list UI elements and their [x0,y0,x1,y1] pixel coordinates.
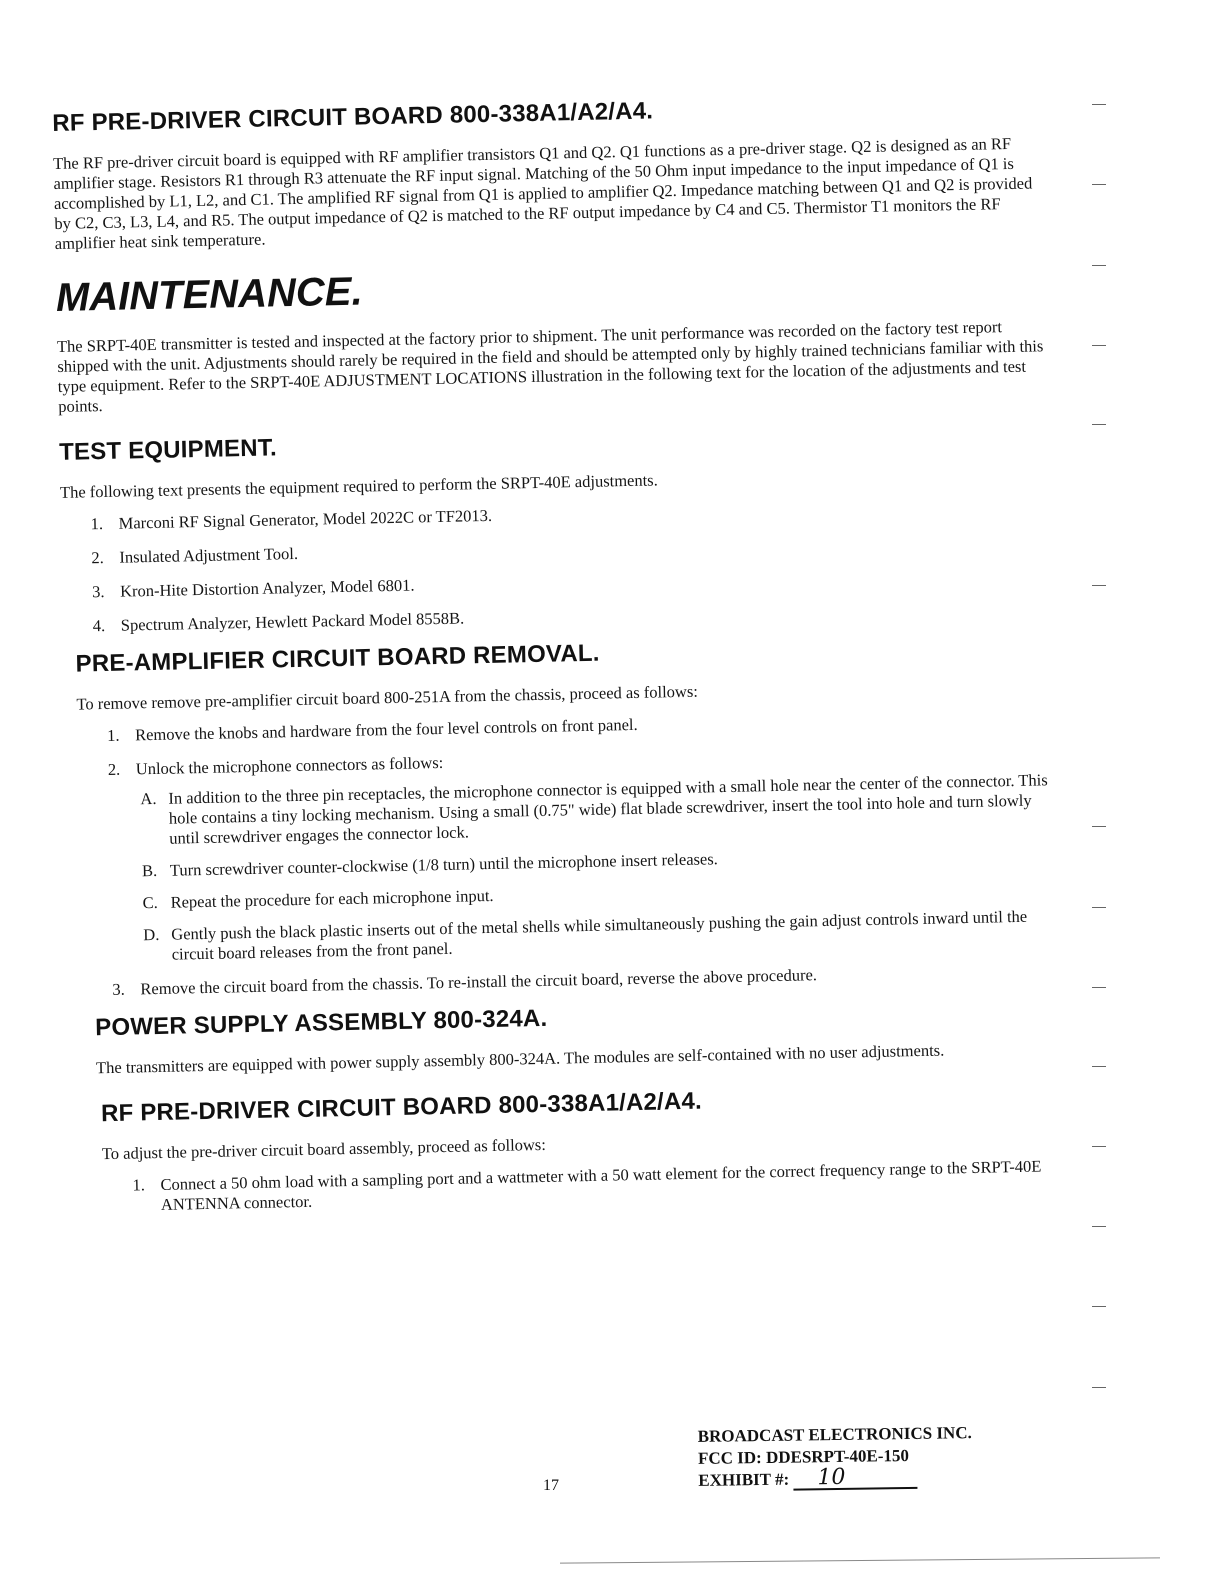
fcc-exhibit-stamp [698,1422,973,1492]
list-item: 1. Marconi RF Signal Generator, Model 2022C or TF2013. [90,505,493,534]
list-item: 2. Insulated Adjustment Tool. [91,543,299,568]
page-content [52,89,1065,1230]
company-name: BROADCAST ELECTRONICS INC. [697,1423,972,1446]
scan-margin-mark [1092,345,1106,346]
test-equipment-intro: The following text presents the equipment required to perform the SRPT-40E adjustments. [59,470,658,502]
scan-margin-mark [1092,104,1106,105]
scan-margin-mark [1092,1066,1106,1067]
list-item: 1. Connect a 50 ohm load with a sampling port and a wattmeter with a 50 watt element for the correct frequency range to the SRPT-40E ANTENNA connector. [132,1156,1042,1214]
microphone-unlock-substeps [136,770,1059,965]
section-heading-power-supply: POWER SUPPLY ASSEMBLY 800-324A. [94,1004,548,1042]
scan-margin-mark [1092,826,1106,827]
list-item: B. Turn screwdriver counter-clockwise (1/8 turn) until the microphone insert releases. [141,849,719,881]
scan-margin-mark [1092,184,1106,185]
test-equipment-list [60,494,1052,637]
preamp-removal-block [64,674,1060,1001]
scan-margin-mark [1092,987,1106,988]
section-heading-rf-pre-driver: RF PRE-DRIVER CIRCUIT BOARD 800-338A1/A2/A4. [52,97,654,137]
fcc-id: FCC ID: DDESRPT-40E-150 [697,1445,910,1468]
list-item: 3. Remove the circuit board from the chassis. To re-install the circuit board, reverse the above procedure. [112,965,818,999]
list-item: 4. Spectrum Analyzer, Hewlett Packard Model 8558B. [92,608,465,636]
exhibit-number: 10 [793,1467,917,1491]
rf-adjust-block [73,1080,1065,1217]
exhibit-line [698,1466,972,1492]
list-item: 2. Unlock the microphone connectors as follows: A. In addition to the three pin receptacles, the microphone connector is equipped with a small hole near the center of the connector. This hole contains a tiny locking mechanism. Using a small (0.75" wide) flat blade screwdriver, insert the tool into hole and turn slowly until screwdriver engages the connector lock. B. Turn screwdriver counter-clockwise (1/8 turn) until the microphone insert releases. C. Repeat the procedure for each microphone input. D. Gently push the black plastic inserts out of the metal shells while simultaneously pushing the gain adjust controls inward until the circuit board releases from the front panel. [78,740,1060,966]
list-item: A. In addition to the three pin receptacles, the microphone connector is equipped with a small hole near the center of the connector. This hole contains a tiny locking mechanism. Using a small (0.75" wide) flat blade screwdriver, insert the tool into hole and turn slowly until screwdriver engages the connector lock. [140,770,1048,848]
preamp-removal-intro: To remove remove pre-amplifier circuit board 800-251A from the chassis, proceed as follows: [76,681,699,714]
maintenance-heading: MAINTENANCE. [55,269,364,320]
scan-margin-mark [1092,907,1106,908]
scan-margin-mark [1092,1146,1106,1147]
exhibit-label: EXHIBIT #: [698,1469,790,1490]
maintenance-description: The SRPT-40E transmitter is tested and inspected at the factory prior to shipment. The unit performance was recorded on the factory test report shipped with the unit. Adjustments should rarely be required in the field and should be attempted only by highly trained technicians familiar with this type equipment. Refer to the SRPT-40E ADJUSTMENT LOCATIONS illustration in the following text for the location of the adjustments and test points. [56,317,1044,416]
rf-pre-driver-description: The RF pre-driver circuit board is equipped with RF amplifier transistors Q1 and Q2. Q1 functions as a pre-driver stage. Q2 is designed as an RF amplifier stage. Resistors R1 through R3 attenuate the RF input signal. Matching of the 50 Ohm input impedance to the input impedance of Q1 is accomplished by L1, L2, and C1. The amplified RF signal from Q1 is applied to amplifier Q2. Impedance matching between Q1 and Q2 is provided by C2, C3, L3, L4, and R5. The output impedance of Q2 is matched to the RF output impedance by C4 and C5. Thermistor T1 monitors the RF amplifier heat sink temperature. [52,133,1033,253]
scan-margin-mark [1092,585,1106,586]
list-item: C. Repeat the procedure for each microphone input. [142,885,494,913]
section-heading-rf-adjust: RF PRE-DRIVER CIRCUIT BOARD 800-338A1/A2/A4. [100,1087,703,1128]
scan-margin-mark [1092,1306,1106,1307]
bottom-rule [560,1557,1160,1563]
section-heading-preamp-removal: PRE-AMPLIFIER CIRCUIT BOARD REMOVAL. [75,639,600,678]
list-item: D. Gently push the black plastic inserts out of the metal shells while simultaneously pushing the gain adjust controls inward until the circuit board releases from the front panel. [143,906,1028,964]
list-item: 1. Remove the knobs and hardware from the four level controls on front panel. [106,714,638,745]
list-item: 3. Kron-Hite Distortion Analyzer, Model 6801. [91,575,415,602]
rf-adjust-steps [102,1156,1065,1216]
scan-margin-mark [1092,265,1106,266]
scan-margin-mark [1092,1387,1106,1388]
power-supply-block [71,994,1062,1079]
preamp-removal-steps [77,706,1061,1000]
scan-margin-mark [1092,424,1106,425]
page-number: 17 [543,1477,559,1494]
power-supply-description: The transmitters are equipped with power supply assembly 800-324A. The modules are self-contained with no user adjustments. [95,1040,945,1078]
rf-adjust-intro: To adjust the pre-driver circuit board assembly, proceed as follows: [101,1134,547,1164]
section-heading-test-equipment: TEST EQUIPMENT. [58,434,278,466]
scan-margin-mark [1092,1226,1106,1227]
